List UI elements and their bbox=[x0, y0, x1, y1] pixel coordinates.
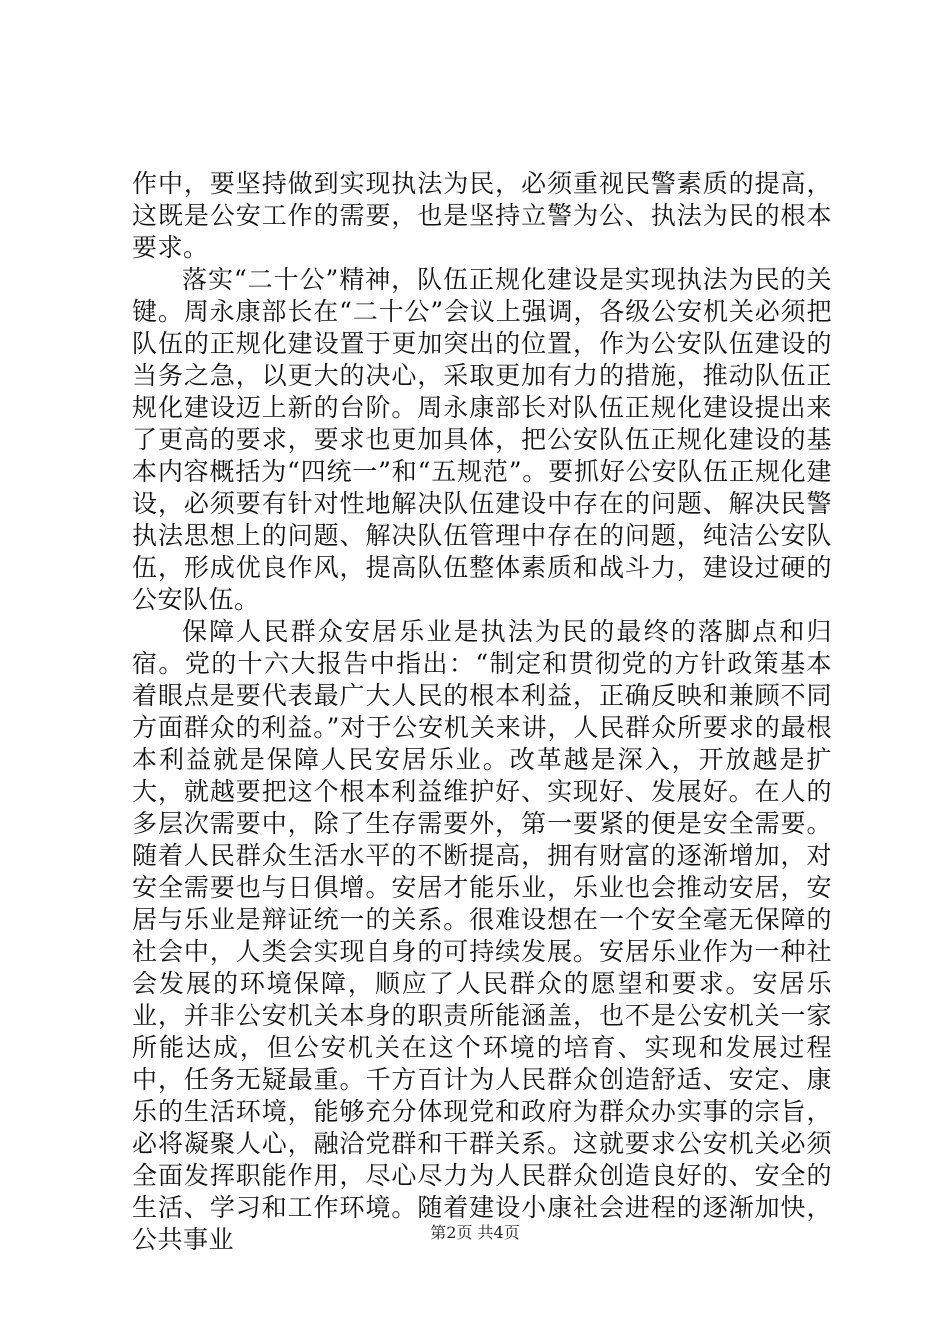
paragraph-2: 落实“二十公”精神，队伍正规化建设是实现执法为民的关键。周永康部长在“二十公”会议上强调，各级公安机关必须把队伍的正规化建设置于更加突出的位置，作为公安队伍建设的当务之急，以更大的决心，采取更加有力的措施，推动队伍正规化建设迈上新的台阶。周永康部长对队伍正规化建设提出来了更高的要求，要求也更加具体，把公安队伍正规化建设的基本内容概括为“四统一”和“五规范”。要抓好公安队伍正规化建设，必须要有针对性地解决队伍建设中存在的问题、解决民警执法思想上的问题、解决队伍管理中存在的问题，纯洁公安队伍，形成优良作风，提高队伍整体素质和战斗力，建设过硬的公安队伍。 bbox=[132, 265, 832, 614]
paragraph-1: 作中，要坚持做到实现执法为民，必须重视民警素质的提高，这既是公安工作的需要，也是坚持立警为公、执法为民的根本要求。 bbox=[132, 169, 832, 262]
page-footer: 第2页 共4页 bbox=[430, 1223, 520, 1242]
paragraph-3: 保障人民群众安居乐业是执法为民的最终的落脚点和归宿。党的十六大报告中指出：“制定和贯彻党的方针政策基本着眼点是要代表最广大人民的根本利益，正确反映和兼顾不同方面群众的利益。”对于公安机关来讲，人民群众所要求的最根本利益就是保障人民安居乐业。改革越是深入，开放越是扩大，就越要把这个根本利益维护好、实现好、发展好。在人的多层次需要中，除了生存需要外，第一要紧的便是安全需要。随着人民群众生活水平的不断提高，拥有财富的逐渐增加，对安全需要也与日俱增。安居才能乐业，乐业也会推动安居，安居与乐业是辩证统一的关系。很难设想在一个安全毫无保障的社会中，人类会实现自身的可持续发展。安居乐业作为一种社会发展的环境保障，顺应了人民群众的愿望和要求。安居乐业，并非公安机关本身的职责所能涵盖，也不是公安机关一家所能达成，但公安机关在这个环境的培育、实现和发展过程中，任务无疑最重。千方百计为人民群众创造舒适、安定、康乐的生活环境，能够充分体现党和政府为群众办实事的宗旨，必将凝聚人心，融洽党群和干群关系。这就要求公安机关必须全面发挥职能作用，尽心尽力为人民群众创造良好的、安全的生活、学习和工作环境。随着建设小康社会进程的逐渐加快，公共事业 bbox=[132, 617, 832, 1254]
document-body bbox=[132, 168, 832, 1256]
